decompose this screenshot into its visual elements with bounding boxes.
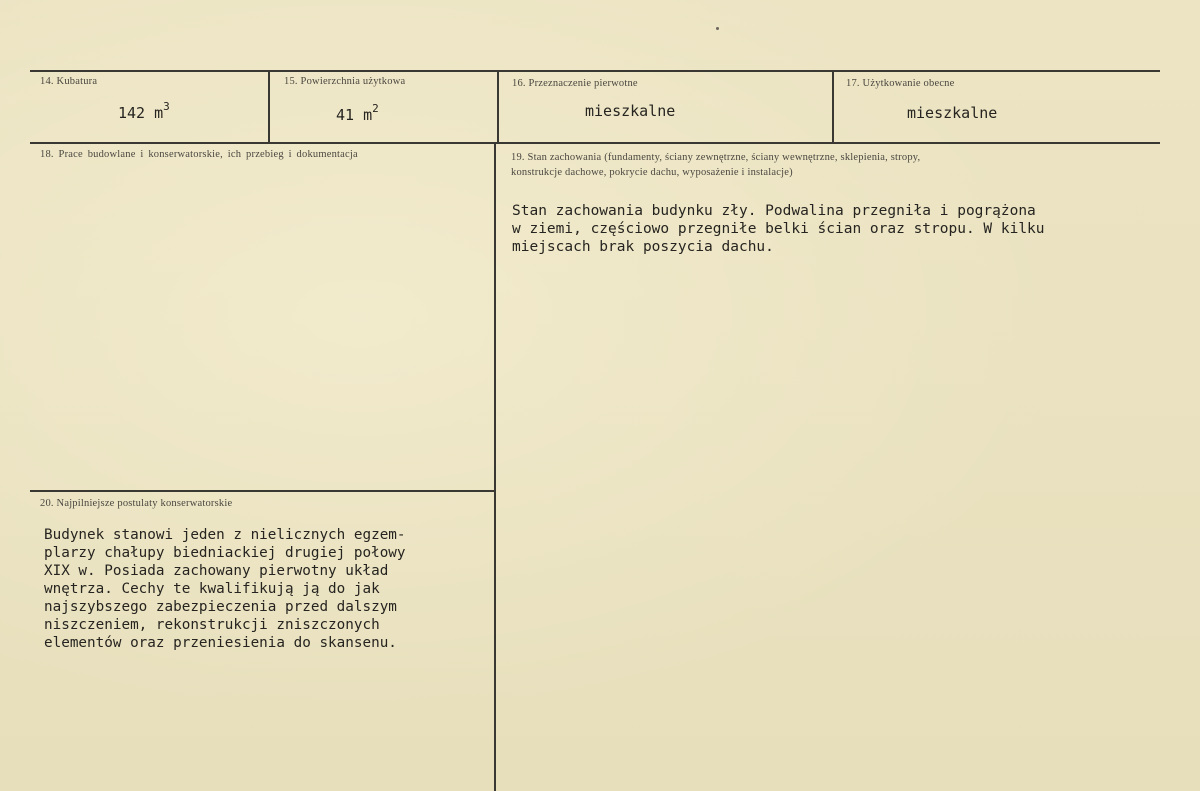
powierzchnia-number: 41 m <box>336 106 373 124</box>
przeznaczenie-value: mieszkalne <box>585 102 676 120</box>
section19-label-line1: 19. Stan zachowania (fundamenty, ściany zewnętrzne, ściany wewnętrzne, sklepienia, stropy, <box>511 152 921 163</box>
row1-divider-3 <box>832 72 834 142</box>
powierzchnia-value <box>336 102 379 124</box>
section19-label-line2: konstrukcje dachowe, pokrycie dachu, wyposażenie i instalacje) <box>511 167 793 178</box>
section20-line: najszybszego zabezpieczenia przed dalszym <box>44 599 397 615</box>
section20-text <box>44 526 406 652</box>
kubatura-label: 14. Kubatura <box>40 76 98 87</box>
top-rule <box>30 70 1160 72</box>
przeznaczenie-label: 16. Przeznaczenie pierwotne <box>512 78 638 89</box>
section18-label: 18. Prace budowlane i konserwatorskie, ich przebieg i dokumentacja <box>40 149 358 160</box>
section20-label: 20. Najpilniejsze postulaty konserwatorskie <box>40 498 233 509</box>
powierzchnia-unit-exponent: 2 <box>372 102 379 115</box>
section19-line: Stan zachowania budynku zły. Podwalina przegniła i pogrążona <box>512 203 1036 219</box>
section20-top-rule <box>30 490 494 492</box>
section20-line: Budynek stanowi jeden z nielicznych egzem- <box>44 527 406 543</box>
section20-line: elementów oraz przeniesienia do skansenu. <box>44 635 397 651</box>
row1-bottom-rule <box>30 142 1160 144</box>
uzytkowanie-label: 17. Użytkowanie obecne <box>846 78 955 89</box>
section19-label <box>511 150 1151 180</box>
section19-line: miejscach brak poszycia dachu. <box>512 239 774 255</box>
section20-line: plarzy chałupy biedniackiej drugiej połowy <box>44 545 406 561</box>
lower-divider <box>494 144 496 791</box>
kubatura-unit-exponent: 3 <box>163 100 170 113</box>
kubatura-value <box>118 100 170 122</box>
section20-line: niszczeniem, rekonstrukcji zniszczonych <box>44 617 380 633</box>
paper-speck <box>716 27 719 30</box>
section20-line: XIX w. Posiada zachowany pierwotny układ <box>44 563 389 579</box>
kubatura-number: 142 m <box>118 104 164 122</box>
row1-divider-1 <box>268 72 270 142</box>
section20-line: wnętrza. Cechy te kwalifikują ją do jak <box>44 581 380 597</box>
section19-line: w ziemi, częściowo przegniłe belki ścian oraz stropu. W kilku <box>512 221 1045 237</box>
section19-text <box>512 202 1045 256</box>
row1-divider-2 <box>497 72 499 142</box>
uzytkowanie-value: mieszkalne <box>907 104 998 122</box>
powierzchnia-label: 15. Powierzchnia użytkowa <box>284 76 406 87</box>
